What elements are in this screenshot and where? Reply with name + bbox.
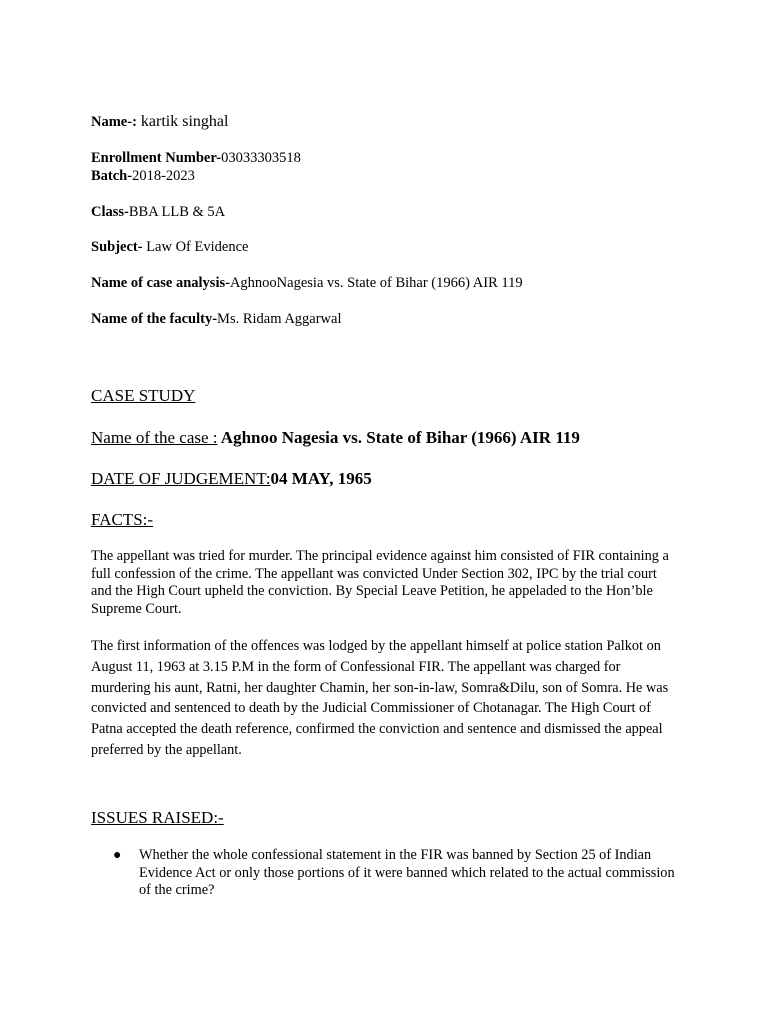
enrollment-line [91, 150, 301, 167]
subject-value: Law Of Evidence [142, 239, 249, 255]
student-name-line [91, 113, 228, 131]
faculty-value: Ms. Ridam Aggarwal [217, 311, 342, 327]
faculty-label: Name of the faculty- [91, 311, 218, 327]
class-value: BBA LLB & 5A [128, 204, 226, 220]
student-name-label: Name-: [91, 114, 137, 130]
subject-line [91, 239, 248, 256]
bullet-icon: ● [113, 848, 122, 863]
student-name-value: kartik singhal [136, 113, 229, 130]
issue-text: Whether the whole confessional statement in the FIR was banned by Section 25 of Indian Evidence Act or only those portions of it were banned which related to the actual commission of the crime? [139, 847, 675, 898]
case-name-label: Name of the case : [91, 428, 218, 447]
issues-heading [91, 808, 224, 828]
issues-heading-text: ISSUES RAISED:- [91, 808, 224, 827]
judgement-date-line [91, 469, 372, 489]
faculty-line [91, 311, 342, 328]
judgement-date-value: 04 MAY, 1965 [270, 469, 372, 488]
enrollment-value: 03033303518 [221, 150, 301, 166]
batch-value: 2018-2023 [132, 168, 195, 184]
case-name-value: Aghnoo Nagesia vs. State of Bihar (1966) AIR 119 [217, 428, 580, 447]
facts-heading [91, 510, 153, 530]
case-study-heading-text: CASE STUDY [91, 386, 196, 405]
case-analysis-line [91, 275, 523, 292]
judgement-date-label: DATE OF JUDGEMENT: [91, 469, 271, 488]
batch-line [91, 168, 195, 185]
facts-paragraph-2: The first information of the offences was lodged by the appellant himself at police station Palkot on August 11, 1963 at 3.15 P.M in the form of Confessional FIR. The appellant was charged for murdering his aunt, Ratni, her daughter Chamin, her son-in-law, Somra&Dilu, son of Somra. He was convicted and sentenced to death by the Judicial Commissioner of Chotanagar. The High Court of Patna accepted the death reference, confirmed the conviction and sentence and dismissed the appeal preferred by the appellant. [91, 638, 669, 758]
facts-heading-text: FACTS:- [91, 510, 154, 529]
case-study-heading [91, 386, 195, 406]
batch-label: Batch- [91, 168, 133, 184]
case-analysis-value: AghnooNagesia vs. State of Bihar (1966) AIR 119 [229, 275, 523, 291]
class-line [91, 204, 225, 221]
class-label: Class- [91, 204, 129, 220]
case-name-line [91, 428, 580, 448]
facts-paragraph-1: The appellant was tried for murder. The principal evidence against him consisted of FIR containing a full confession of the crime. The appellant was convicted Under Section 302, IPC by the trial court and the High Court upheld the conviction. By Special Leave Petition, he appeladed to the Hon’ble Supreme Court. [91, 548, 669, 617]
enrollment-label: Enrollment Number- [91, 150, 222, 166]
subject-label: Subject- [91, 239, 143, 255]
case-analysis-label: Name of case analysis- [91, 275, 230, 291]
